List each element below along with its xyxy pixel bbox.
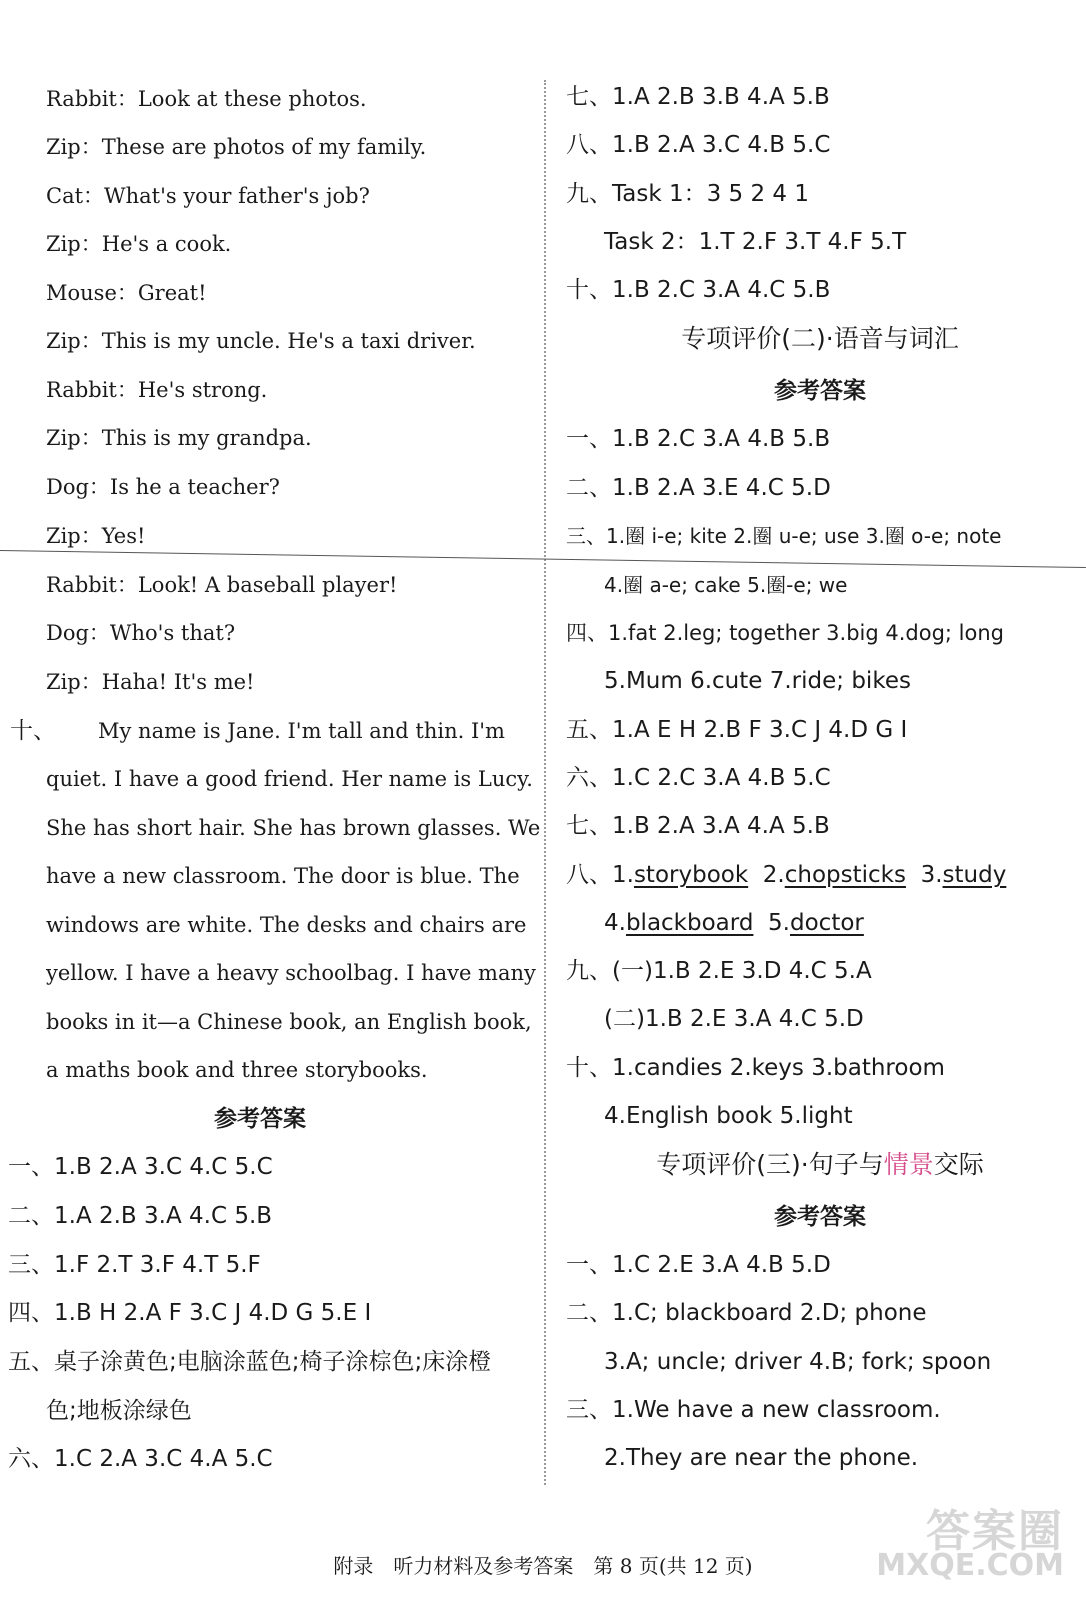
answer-line: 六、1.C 2.A 3.C 4.A 5.C	[8, 1446, 273, 1472]
passage-line: books in it—a Chinese book, an English book,	[46, 1010, 532, 1034]
column-divider	[544, 80, 546, 1485]
answers-heading: 参考答案	[774, 1204, 866, 1230]
dialogue-line: Zip：He's a cook.	[46, 232, 232, 256]
answers-heading: 参考答案	[214, 1106, 306, 1132]
answer-line: 2.They are near the phone.	[604, 1445, 919, 1471]
section-title-3-part: 交际	[933, 1150, 984, 1179]
passage-line: She has short hair. She has brown glasses. We	[46, 816, 541, 840]
answer-line: 4.圈 a-e; cake 5.圈-e; we	[604, 573, 848, 597]
q8-num: 3.	[920, 862, 943, 888]
dialogue-line: Cat：What's your father's job?	[46, 184, 370, 208]
passage-line: yellow. I have a heavy schoolbag. I have many	[46, 961, 536, 985]
q8-num: 5.	[768, 910, 790, 936]
dialogue-line: Zip：This is my uncle. He's a taxi driver.	[46, 329, 476, 353]
answer-line: 二、1.C; blackboard 2.D; phone	[566, 1300, 927, 1326]
answer-line: 5.Mum 6.cute 7.ride; bikes	[604, 668, 911, 694]
q8-word: study	[942, 862, 1007, 888]
dialogue-line: Rabbit：He's strong.	[46, 378, 268, 402]
passage-line: My name is Jane. I'm tall and thin. I'm	[98, 719, 505, 743]
dialogue-line: Dog：Who's that?	[46, 621, 236, 645]
answer-line: 十、1.B 2.C 3.A 4.C 5.B	[566, 277, 831, 303]
answer-line: 二、1.B 2.A 3.E 4.C 5.D	[566, 475, 831, 501]
scan-fold-line	[0, 550, 1086, 568]
section-title-3-highlight: 情景	[883, 1150, 934, 1179]
answer-line: 五、1.A E H 2.B F 3.C J 4.D G I	[566, 717, 908, 743]
answer-line: 一、1.B 2.A 3.C 4.C 5.C	[8, 1154, 273, 1180]
answer-line: 五、桌子涂黄色;电脑涂蓝色;椅子涂棕色;床涂橙	[8, 1349, 492, 1375]
q8-label: 八、	[566, 862, 612, 888]
dialogue-line: Zip：This is my grandpa.	[46, 426, 312, 450]
answer-line: 一、1.C 2.E 3.A 4.B 5.D	[566, 1252, 831, 1278]
dialogue-line: Rabbit：Look at these photos.	[46, 87, 367, 111]
answer-line: 八、1.B 2.A 3.C 4.B 5.C	[566, 132, 831, 158]
page-footer: 附录 听力材料及参考答案 第 8 页(共 12 页)	[333, 1554, 753, 1578]
dialogue-line: Dog：Is he a teacher?	[46, 475, 280, 499]
answers-heading: 参考答案	[774, 378, 866, 404]
answer-line: (二)1.B 2.E 3.A 4.C 5.D	[604, 1006, 864, 1032]
section-title-3	[560, 1150, 1080, 1180]
answer-line: 三、1.F 2.T 3.F 4.T 5.F	[8, 1252, 261, 1278]
q8-word: storybook	[633, 862, 749, 888]
passage-line: have a new classroom. The door is blue. The	[46, 864, 520, 888]
section-title-2: 专项评价(二)·语音与词汇	[681, 324, 959, 353]
dialogue-line: Zip：These are photos of my family.	[46, 135, 427, 159]
answer-line: 四、1.B H 2.A F 3.C J 4.D G 5.E I	[8, 1300, 372, 1326]
watermark-logo: 答案圈	[926, 1506, 1064, 1557]
q8-num: 1.	[612, 862, 634, 888]
answer-line: Task 2：1.T 2.F 3.T 4.F 5.T	[604, 229, 907, 255]
passage-line: quiet. I have a good friend. Her name is Lucy.	[46, 767, 533, 791]
passage-line: a maths book and three storybooks.	[46, 1058, 428, 1082]
watermark-url: MXQE.COM	[876, 1548, 1064, 1583]
dialogue-line: Rabbit：Look! A baseball player!	[46, 573, 398, 597]
q8-num: 2.	[762, 862, 785, 888]
answer-line: 九、Task 1：3 5 2 4 1	[566, 181, 809, 207]
q8-line	[566, 860, 1006, 890]
q8-num: 4.	[604, 910, 626, 936]
dialogue-line: Zip：Yes!	[46, 524, 146, 548]
answer-line: 四、1.fat 2.leg; together 3.big 4.dog; long	[566, 621, 1005, 645]
q8-word: blackboard	[625, 910, 754, 936]
answer-line: 色;地板涂绿色	[46, 1398, 192, 1424]
dialogue-line: Mouse：Great!	[46, 281, 207, 305]
answer-line: 三、1.We have a new classroom.	[566, 1397, 941, 1423]
answer-line: 六、1.C 2.C 3.A 4.B 5.C	[566, 765, 831, 791]
answer-line: 4.English book 5.light	[604, 1103, 853, 1129]
answer-line: 九、(一)1.B 2.E 3.D 4.C 5.A	[566, 958, 872, 984]
q8-line	[604, 908, 864, 938]
q8-word: doctor	[790, 910, 864, 936]
answer-line: 3.A; uncle; driver 4.B; fork; spoon	[604, 1349, 992, 1375]
answer-line: 七、1.A 2.B 3.B 4.A 5.B	[566, 84, 830, 110]
dialogue-line: Zip：Haha! It's me!	[46, 670, 255, 694]
answer-line: 七、1.B 2.A 3.A 4.A 5.B	[566, 813, 830, 839]
answer-line: 二、1.A 2.B 3.A 4.C 5.B	[8, 1203, 273, 1229]
passage-line: windows are white. The desks and chairs are	[46, 913, 527, 937]
answer-line: 三、1.圈 i-e; kite 2.圈 u-e; use 3.圈 o-e; note	[566, 524, 1002, 548]
q8-word: chopsticks	[784, 862, 906, 888]
answer-line: 一、1.B 2.C 3.A 4.B 5.B	[566, 426, 831, 452]
section-title-3-part: 专项评价(三)·句子与	[656, 1150, 884, 1179]
section-10-label: 十、	[10, 718, 56, 744]
answer-line: 十、1.candies 2.keys 3.bathroom	[566, 1055, 945, 1081]
